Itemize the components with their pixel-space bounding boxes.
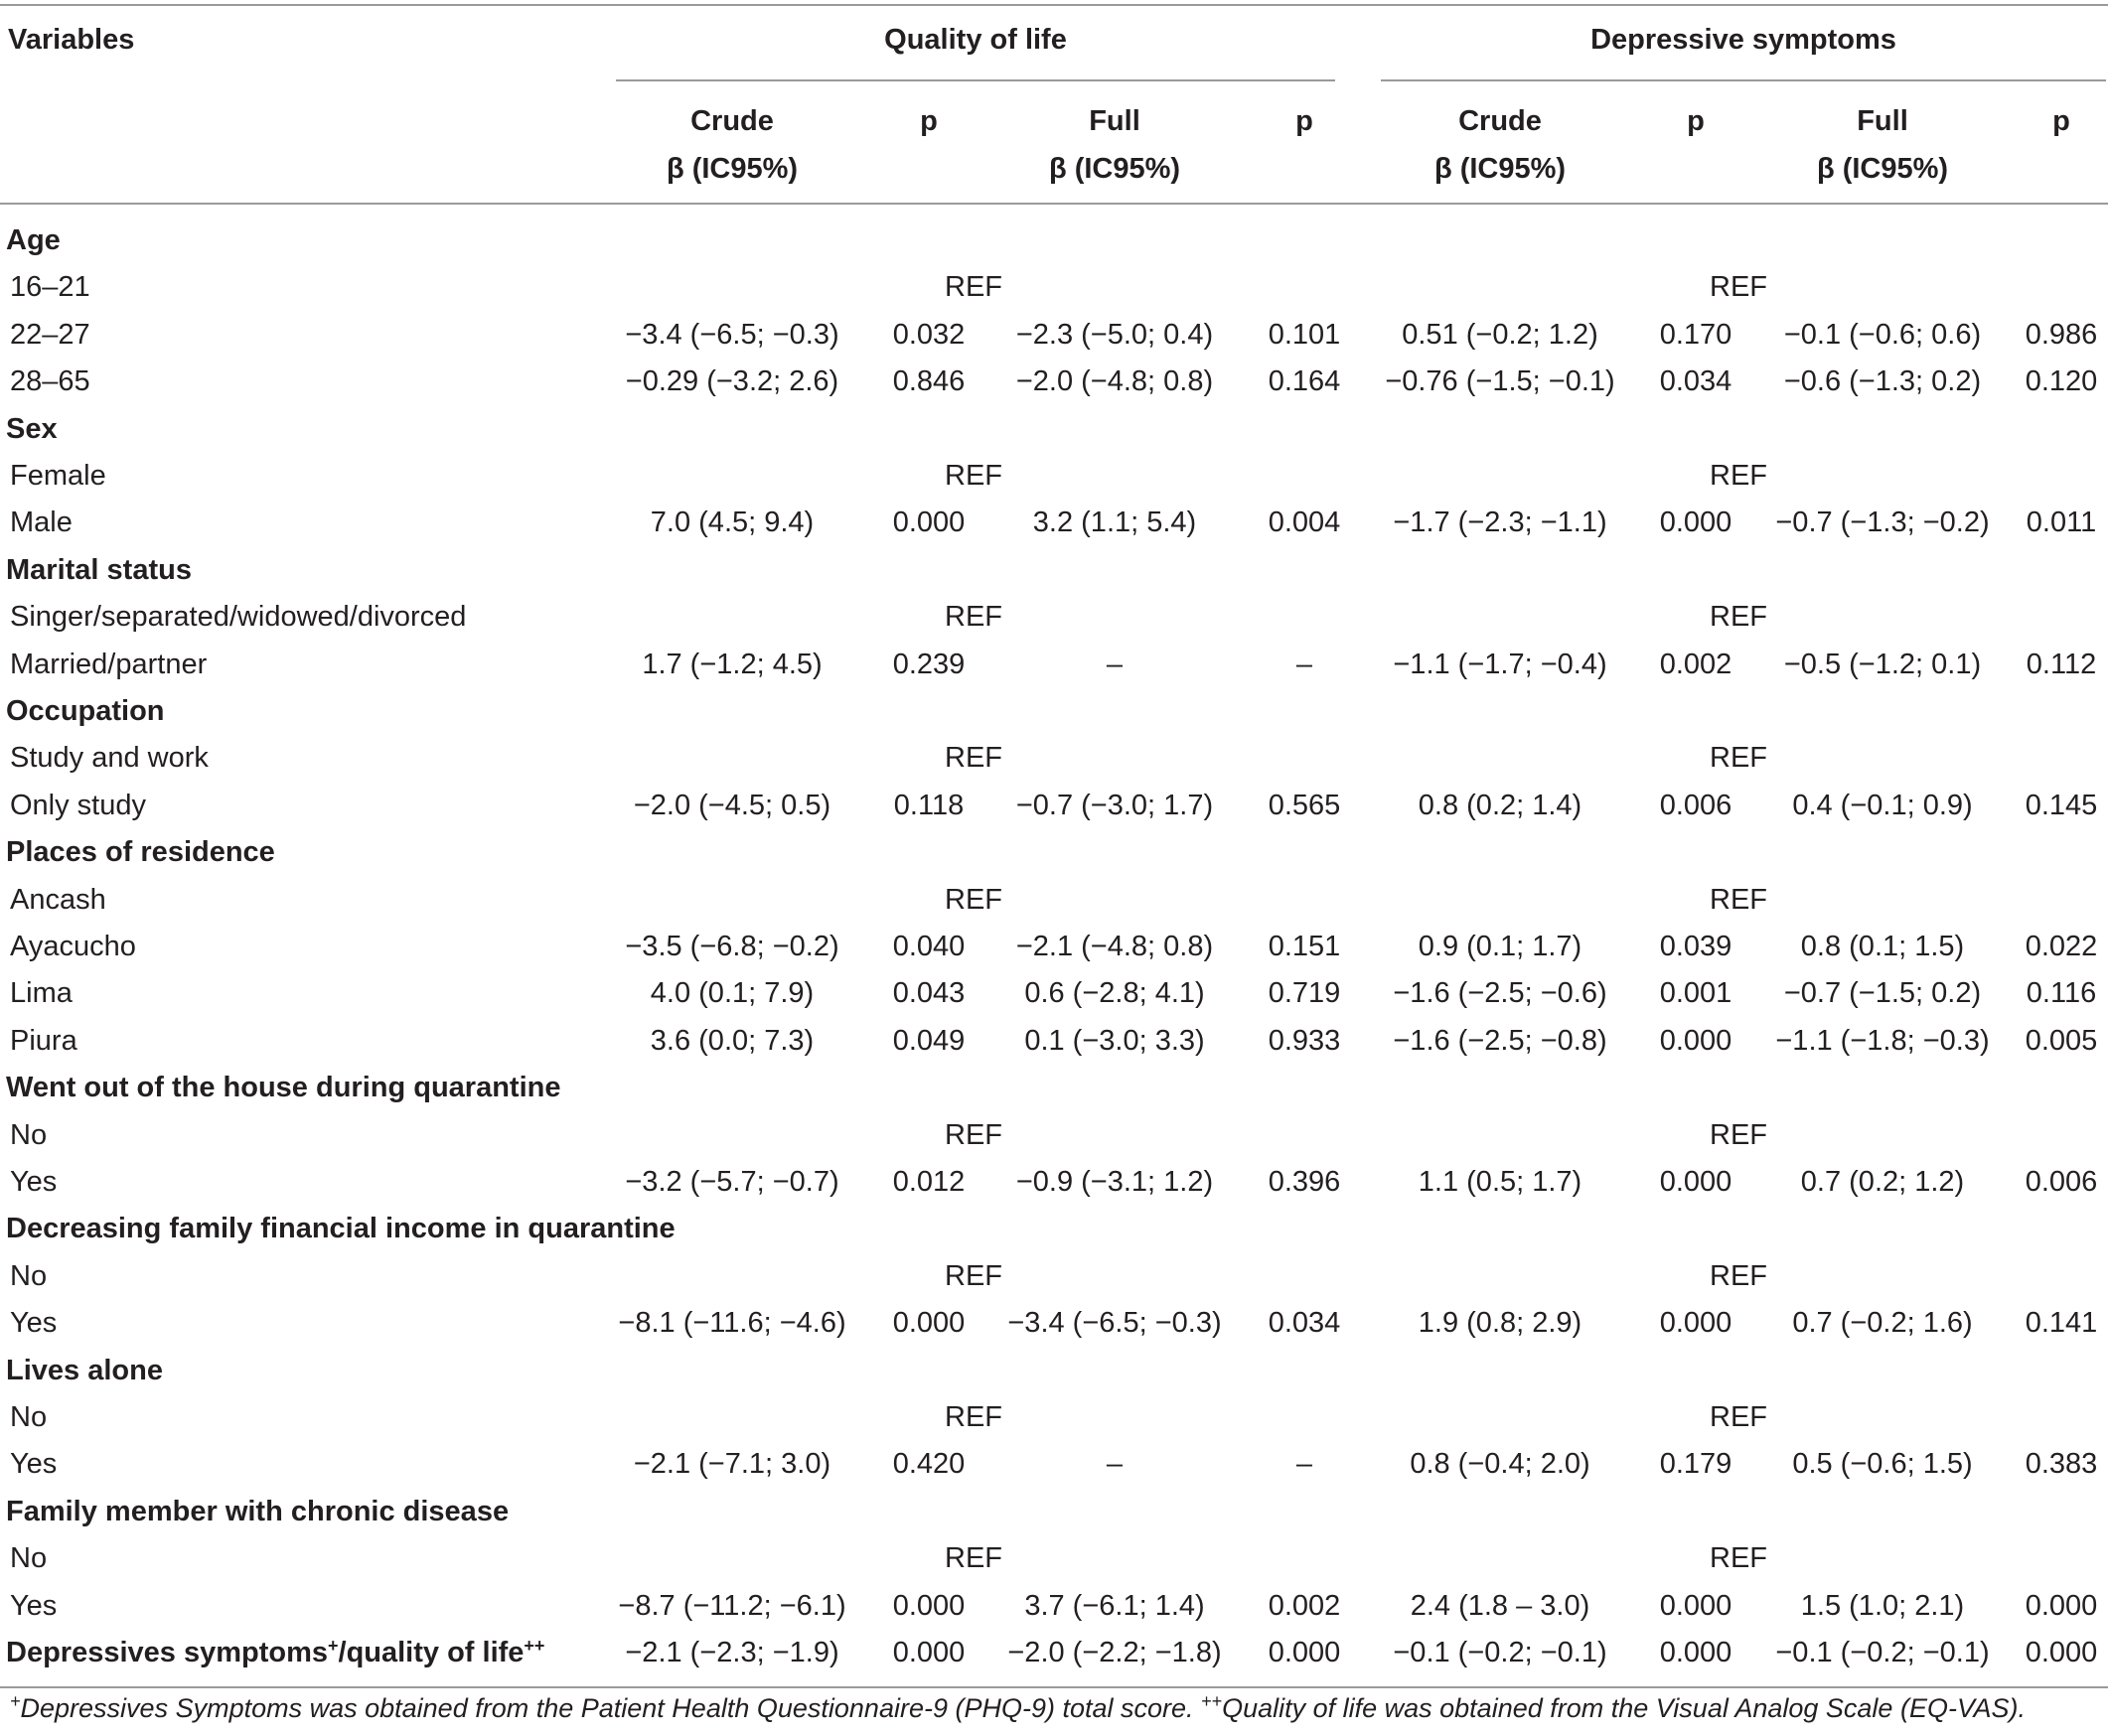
beta-estimate: 1.5 (1.0; 2.1) [1800, 1590, 1965, 1622]
ref-marker-depressive: REF [1710, 460, 1767, 492]
ref-marker-quality-of-life: REF [945, 601, 1002, 633]
p-value: 0.846 [892, 365, 966, 397]
p-value: 0.420 [892, 1448, 966, 1480]
beta-estimate: 0.51 (−0.2; 1.2) [1402, 319, 1598, 351]
row-label-part: + [328, 1636, 339, 1656]
beta-estimate: −0.7 (−1.5; 0.2) [1783, 977, 1982, 1009]
ref-marker-quality-of-life: REF [945, 1260, 1002, 1292]
beta-estimate: −1.1 (−1.8; −0.3) [1775, 1025, 1990, 1057]
p-value: 0.000 [892, 1590, 966, 1622]
p-value: 0.000 [1659, 1166, 1732, 1198]
p-value: 0.001 [1659, 977, 1732, 1009]
ref-marker-depressive: REF [1710, 1542, 1767, 1574]
bottom-rule [0, 1686, 2108, 1688]
beta-estimate: 4.0 (0.1; 7.9) [650, 977, 815, 1009]
header-p: p [920, 105, 938, 137]
beta-estimate: −2.0 (−2.2; −1.8) [1007, 1637, 1222, 1668]
beta-estimate: 1.9 (0.8; 2.9) [1418, 1307, 1582, 1339]
beta-estimate: −3.5 (−6.8; −0.2) [625, 931, 839, 962]
p-value: 0.000 [892, 1307, 966, 1339]
row-label: 28–65 [10, 365, 90, 397]
ref-marker-quality-of-life: REF [945, 460, 1002, 492]
row-label: Ayacucho [10, 931, 136, 962]
p-value: 0.170 [1659, 319, 1732, 351]
p-value: 0.141 [2025, 1307, 2098, 1339]
header-group-depressive-symptoms: Depressive symptoms [1590, 24, 1896, 56]
p-value: 0.006 [1659, 790, 1732, 821]
beta-estimate: −0.29 (−3.2; 2.6) [625, 365, 839, 397]
p-value: 0.000 [1659, 506, 1732, 538]
p-value: 0.002 [1268, 1590, 1341, 1622]
section-heading: Went out of the house during quarantine [6, 1072, 561, 1103]
p-value: 0.004 [1268, 506, 1341, 538]
beta-estimate: 1.1 (0.5; 1.7) [1418, 1166, 1582, 1198]
ref-marker-quality-of-life: REF [945, 271, 1002, 303]
section-heading: Places of residence [6, 836, 275, 868]
beta-estimate: 0.8 (−0.4; 2.0) [1410, 1448, 1590, 1480]
ref-marker-depressive: REF [1710, 601, 1767, 633]
header-full-label: Full [1089, 105, 1140, 137]
p-value: 0.002 [1659, 649, 1732, 680]
beta-estimate: – [1106, 1448, 1124, 1480]
row-label-part: Depressives symptoms [6, 1637, 328, 1668]
section-heading: Marital status [6, 554, 192, 586]
row-label: Only study [10, 790, 146, 821]
section-heading: Decreasing family financial income in quarantine [6, 1213, 676, 1244]
row-label: Piura [10, 1025, 77, 1057]
table-footnote [10, 1690, 2101, 1726]
beta-estimate: 0.9 (0.1; 1.7) [1418, 931, 1582, 962]
p-value: 0.000 [1268, 1637, 1341, 1668]
p-value: 0.032 [892, 319, 966, 351]
header-crude-label: Crude [690, 105, 774, 137]
beta-estimate: 0.8 (0.2; 1.4) [1418, 790, 1582, 821]
row-label: Lima [10, 977, 73, 1009]
row-label: Married/partner [10, 649, 208, 680]
beta-estimate: −2.3 (−5.0; 0.4) [1015, 319, 1214, 351]
beta-estimate: −1.7 (−2.3; −1.1) [1393, 506, 1607, 538]
header-p: p [1687, 105, 1705, 137]
p-value: 0.040 [892, 931, 966, 962]
row-label: Yes [10, 1307, 58, 1339]
p-value: 0.116 [2026, 977, 2097, 1009]
header-p: p [1295, 105, 1313, 137]
ref-marker-quality-of-life: REF [945, 742, 1002, 774]
p-value: 0.049 [892, 1025, 966, 1057]
header-full-beta: β (IC95%) [1816, 153, 1949, 185]
header-p: p [2052, 105, 2070, 137]
p-value: 0.118 [893, 790, 965, 821]
header-variables: Variables [8, 24, 135, 56]
p-value: 0.012 [892, 1166, 966, 1198]
p-value: 0.000 [1659, 1025, 1732, 1057]
row-label: Singer/separated/widowed/divorced [10, 601, 467, 633]
row-label [6, 1635, 544, 1670]
p-value: 0.120 [2025, 365, 2098, 397]
beta-estimate: 0.8 (0.1; 1.5) [1800, 931, 1965, 962]
beta-estimate: −0.5 (−1.2; 0.1) [1783, 649, 1982, 680]
beta-estimate: −2.1 (−7.1; 3.0) [633, 1448, 831, 1480]
row-label: Female [10, 460, 106, 492]
row-label-part: /quality of life [338, 1637, 525, 1668]
beta-estimate: 7.0 (4.5; 9.4) [650, 506, 815, 538]
beta-estimate: 2.4 (1.8 – 3.0) [1410, 1590, 1590, 1622]
beta-estimate: 1.7 (−1.2; 4.5) [642, 649, 823, 680]
beta-estimate: 0.7 (−0.2; 1.6) [1792, 1307, 1973, 1339]
p-value: 0.396 [1268, 1166, 1341, 1198]
footnote-marker-1: + [10, 1691, 21, 1711]
ref-marker-depressive: REF [1710, 742, 1767, 774]
beta-estimate: −2.0 (−4.5; 0.5) [633, 790, 831, 821]
p-value: 0.000 [1659, 1637, 1732, 1668]
p-value: 0.719 [1268, 977, 1341, 1009]
section-heading: Family member with chronic disease [6, 1496, 510, 1527]
footnote-text-1: Depressives Symptoms was obtained from the Patient Health Questionnaire-9 (PHQ-9) total score. [20, 1693, 1202, 1723]
beta-estimate: 0.5 (−0.6; 1.5) [1792, 1448, 1973, 1480]
row-label: Yes [10, 1166, 58, 1198]
ref-marker-depressive: REF [1710, 1401, 1767, 1433]
header-bottom-rule [0, 203, 2108, 205]
row-label-part: ++ [524, 1636, 545, 1656]
beta-estimate: −2.1 (−2.3; −1.9) [625, 1637, 839, 1668]
p-value: 0.179 [1659, 1448, 1732, 1480]
p-value: 0.164 [1268, 365, 1341, 397]
beta-estimate: 0.4 (−0.1; 0.9) [1792, 790, 1973, 821]
ref-marker-depressive: REF [1710, 271, 1767, 303]
beta-estimate: −0.76 (−1.5; −0.1) [1385, 365, 1615, 397]
beta-estimate: −2.0 (−4.8; 0.8) [1015, 365, 1214, 397]
beta-estimate: −0.9 (−3.1; 1.2) [1015, 1166, 1214, 1198]
beta-estimate: −0.7 (−3.0; 1.7) [1015, 790, 1214, 821]
p-value: 0.000 [2025, 1590, 2098, 1622]
beta-estimate: −8.7 (−11.2; −6.1) [618, 1590, 846, 1622]
p-value: 0.239 [892, 649, 966, 680]
p-value: 0.034 [1268, 1307, 1341, 1339]
p-value: 0.022 [2025, 931, 2098, 962]
beta-estimate: −0.1 (−0.2; −0.1) [1775, 1637, 1990, 1668]
beta-estimate: −3.2 (−5.7; −0.7) [625, 1166, 839, 1198]
row-label: Male [10, 506, 73, 538]
beta-estimate: −0.7 (−1.3; −0.2) [1775, 506, 1990, 538]
section-heading: Occupation [6, 695, 165, 727]
p-value: 0.000 [892, 1637, 966, 1668]
group-rule-depressive-symptoms [1381, 79, 2106, 81]
ref-marker-quality-of-life: REF [945, 1119, 1002, 1151]
p-value: 0.006 [2025, 1166, 2098, 1198]
p-value: 0.933 [1268, 1025, 1341, 1057]
row-label: No [10, 1542, 48, 1574]
p-value: 0.000 [2025, 1637, 2098, 1668]
row-label: Study and work [10, 742, 209, 774]
p-value: 0.011 [2026, 506, 2097, 538]
beta-estimate: – [1106, 649, 1124, 680]
header-full-beta: β (IC95%) [1048, 153, 1181, 185]
section-heading: Sex [6, 413, 58, 445]
p-value: 0.145 [2025, 790, 2098, 821]
p-value: – [1295, 1448, 1313, 1480]
row-label: 22–27 [10, 319, 90, 351]
header-crude-beta: β (IC95%) [1433, 153, 1567, 185]
p-value: – [1295, 649, 1313, 680]
beta-estimate: −0.1 (−0.2; −0.1) [1393, 1637, 1607, 1668]
ref-marker-quality-of-life: REF [945, 1542, 1002, 1574]
ref-marker-depressive: REF [1710, 1260, 1767, 1292]
beta-estimate: 0.6 (−2.8; 4.1) [1024, 977, 1205, 1009]
section-heading: Age [6, 224, 61, 256]
beta-estimate: −3.4 (−6.5; −0.3) [1007, 1307, 1222, 1339]
beta-estimate: −8.1 (−11.6; −4.6) [618, 1307, 846, 1339]
row-label: No [10, 1401, 48, 1433]
p-value: 0.005 [2025, 1025, 2098, 1057]
beta-estimate: −3.4 (−6.5; −0.3) [625, 319, 839, 351]
ref-marker-quality-of-life: REF [945, 1401, 1002, 1433]
row-label: Yes [10, 1590, 58, 1622]
row-label: Ancash [10, 884, 106, 916]
row-label: No [10, 1119, 48, 1151]
p-value: 0.034 [1659, 365, 1732, 397]
beta-estimate: 3.7 (−6.1; 1.4) [1024, 1590, 1205, 1622]
p-value: 0.986 [2025, 319, 2098, 351]
p-value: 0.383 [2025, 1448, 2098, 1480]
p-value: 0.000 [892, 506, 966, 538]
row-label: 16–21 [10, 271, 90, 303]
top-rule [0, 4, 2108, 6]
group-rule-quality-of-life [616, 79, 1335, 81]
p-value: 0.000 [1659, 1307, 1732, 1339]
beta-estimate: −0.6 (−1.3; 0.2) [1783, 365, 1982, 397]
footnote-text-2: Quality of life was obtained from the Visual Analog Scale (EQ-VAS). [1222, 1693, 2026, 1723]
row-label: Yes [10, 1448, 58, 1480]
header-full-label: Full [1857, 105, 1908, 137]
beta-estimate: 3.6 (0.0; 7.3) [650, 1025, 815, 1057]
header-group-quality-of-life: Quality of life [884, 24, 1067, 56]
p-value: 0.151 [1268, 931, 1341, 962]
ref-marker-depressive: REF [1710, 1119, 1767, 1151]
beta-estimate: −1.6 (−2.5; −0.8) [1393, 1025, 1607, 1057]
p-value: 0.112 [2026, 649, 2097, 680]
p-value: 0.039 [1659, 931, 1732, 962]
p-value: 0.043 [892, 977, 966, 1009]
ref-marker-depressive: REF [1710, 884, 1767, 916]
beta-estimate: −2.1 (−4.8; 0.8) [1015, 931, 1214, 962]
footnote-marker-2: ++ [1201, 1691, 1223, 1711]
header-crude-beta: β (IC95%) [666, 153, 799, 185]
p-value: 0.565 [1268, 790, 1341, 821]
beta-estimate: 0.1 (−3.0; 3.3) [1024, 1025, 1205, 1057]
beta-estimate: −1.6 (−2.5; −0.6) [1393, 977, 1607, 1009]
section-heading: Lives alone [6, 1355, 163, 1386]
beta-estimate: 3.2 (1.1; 5.4) [1032, 506, 1197, 538]
p-value: 0.000 [1659, 1590, 1732, 1622]
row-label: No [10, 1260, 48, 1292]
p-value: 0.101 [1268, 319, 1341, 351]
beta-estimate: 0.7 (0.2; 1.2) [1800, 1166, 1965, 1198]
beta-estimate: −0.1 (−0.6; 0.6) [1783, 319, 1982, 351]
header-crude-label: Crude [1458, 105, 1542, 137]
beta-estimate: −1.1 (−1.7; −0.4) [1393, 649, 1607, 680]
ref-marker-quality-of-life: REF [945, 884, 1002, 916]
